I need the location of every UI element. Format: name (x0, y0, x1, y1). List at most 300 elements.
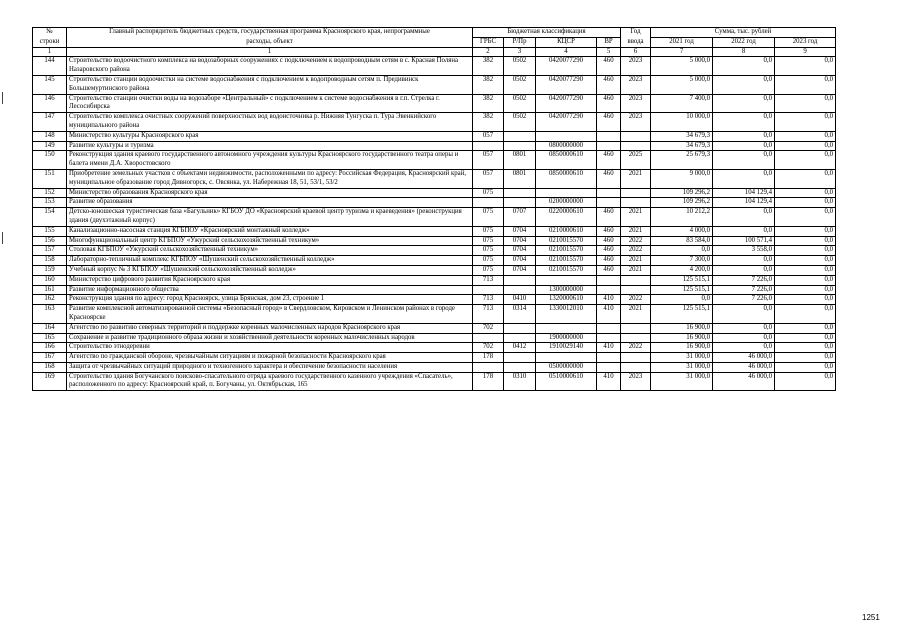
sum-2022: 46 000,0 (713, 372, 775, 391)
table-row (33, 208, 836, 227)
grbs-code: 702 (473, 343, 504, 353)
table-row (33, 305, 836, 324)
object-name: Развитие образования (67, 198, 473, 208)
sum-2021: 34 679,3 (651, 141, 713, 151)
sum-2022: 104 129,4 (713, 188, 775, 198)
sum-2023: 0,0 (775, 188, 836, 198)
sum-2023: 0,0 (775, 131, 836, 141)
object-name: Столовая КГБПОУ «Ужурский сельскохозяйственный техникум» (67, 246, 473, 256)
commission-year: 2021 (621, 305, 651, 324)
sum-2021: 9 000,0 (651, 169, 713, 188)
margin-mark (2, 232, 3, 244)
header-row-1 (33, 28, 836, 38)
kcsr-code: 0420077290 (536, 75, 597, 94)
rpr-code (504, 333, 536, 343)
sum-2021: 5 000,0 (651, 57, 713, 76)
sum-2022: 0,0 (713, 343, 775, 353)
commission-year (621, 323, 651, 333)
sum-2021: 16 900,0 (651, 323, 713, 333)
object-name: Строительство этнодеревни (67, 343, 473, 353)
object-name: Развитие культуры и туризма (67, 141, 473, 151)
sum-2023: 0,0 (775, 151, 836, 170)
row-number: 150 (33, 151, 67, 170)
vr-code: 460 (597, 208, 621, 227)
table-row (33, 372, 836, 391)
table-row (33, 94, 836, 113)
rpr-code (504, 198, 536, 208)
row-number: 156 (33, 236, 67, 246)
object-name: Агентство по развитию северных территорий и поддержке коренных малочисленных народов Красноярского края (67, 323, 473, 333)
commission-year (621, 275, 651, 285)
rpr-code: 0314 (504, 305, 536, 324)
vr-code: 460 (597, 113, 621, 132)
sum-2021: 31 000,0 (651, 353, 713, 363)
sum-2023: 0,0 (775, 94, 836, 113)
row-number: 154 (33, 208, 67, 227)
rpr-code: 0502 (504, 57, 536, 76)
object-name: Строительство здания Богучанского поисково-спасательного отряда краевого государственного казенного учреждения «Спасатель», расположенного по адресу: Красноярский край, п. Богучаны, ул. Октябрьская, 165 (67, 372, 473, 391)
header-sum: Сумма, тыс. рублей (651, 28, 836, 38)
table-row (33, 295, 836, 305)
rpr-code: 0502 (504, 75, 536, 94)
sum-2021: 10 212,2 (651, 208, 713, 227)
sum-2021: 0,0 (651, 246, 713, 256)
kcsr-code: 1330012010 (536, 305, 597, 324)
row-number: 168 (33, 362, 67, 372)
table-row (33, 198, 836, 208)
column-number: 9 (775, 47, 836, 57)
kcsr-code: 1910029140 (536, 343, 597, 353)
kcsr-code: 0420077290 (536, 113, 597, 132)
kcsr-code (536, 275, 597, 285)
vr-code (597, 131, 621, 141)
vr-code: 460 (597, 236, 621, 246)
object-name: Канализационно-насосная станция КГБПОУ «Красноярский монтажный колледж» (67, 226, 473, 236)
sum-2023: 0,0 (775, 113, 836, 132)
sum-2022: 0,0 (713, 131, 775, 141)
commission-year: 2021 (621, 226, 651, 236)
object-name: Агентство по гражданской обороне, чрезвычайным ситуациям и пожарной безопасности Красноярского края (67, 353, 473, 363)
header-2023: 2023 год (775, 37, 836, 47)
commission-year (621, 285, 651, 295)
object-name: Строительство станции водоочистки на системе водоснабжения с подключением к водопроводным сетям п. Предивинск Большемуртинского района (67, 75, 473, 94)
sum-2023: 0,0 (775, 372, 836, 391)
commission-year: 2023 (621, 94, 651, 113)
row-number: 161 (33, 285, 67, 295)
grbs-code (473, 285, 504, 295)
column-number: 4 (536, 47, 597, 57)
column-number: 7 (651, 47, 713, 57)
object-name: Министерство культуры Красноярского края (67, 131, 473, 141)
kcsr-code (536, 323, 597, 333)
commission-year (621, 362, 651, 372)
object-name: Министерство цифрового развития Красноярского края (67, 275, 473, 285)
row-number: 165 (33, 333, 67, 343)
table-row (33, 57, 836, 76)
row-number: 144 (33, 57, 67, 76)
header-year-sub: ввода (621, 37, 651, 47)
sum-2023: 0,0 (775, 333, 836, 343)
column-number: 1 (67, 47, 473, 57)
sum-2021: 4 200,0 (651, 265, 713, 275)
vr-code: 460 (597, 57, 621, 76)
rpr-code: 0704 (504, 256, 536, 266)
header-year: Год (621, 28, 651, 38)
sum-2022: 104 129,4 (713, 198, 775, 208)
sum-2022: 0,0 (713, 305, 775, 324)
sum-2021: 25 679,3 (651, 151, 713, 170)
object-name: Реконструкция здания краевого государственного автономного учреждения культуры Красноярского государственного театра оперы и балета имени Д.А. Хворостовского (67, 151, 473, 170)
rpr-code: 0412 (504, 343, 536, 353)
sum-2022: 0,0 (713, 57, 775, 76)
rpr-code: 0707 (504, 208, 536, 227)
header-rpr: Р/Пр (504, 37, 536, 47)
commission-year: 2021 (621, 169, 651, 188)
table-row (33, 75, 836, 94)
row-number: 151 (33, 169, 67, 188)
column-number: 1 (33, 47, 67, 57)
sum-2021: 34 679,3 (651, 131, 713, 141)
rpr-code (504, 362, 536, 372)
table-row (33, 343, 836, 353)
table-row (33, 285, 836, 295)
kcsr-code: 1300000000 (536, 285, 597, 295)
object-name: Детско-юношеская туристическая база «Багульник» КГБОУ ДО «Красноярский краевой центр туризма и краеведения» (реконструкция здания (двухэтажный корпус) (67, 208, 473, 227)
commission-year: 2025 (621, 151, 651, 170)
sum-2023: 0,0 (775, 353, 836, 363)
vr-code (597, 362, 621, 372)
table-row (33, 275, 836, 285)
grbs-code: 075 (473, 246, 504, 256)
sum-2021: 7 400,0 (651, 94, 713, 113)
row-number: 162 (33, 295, 67, 305)
commission-year: 2023 (621, 113, 651, 132)
vr-code: 410 (597, 295, 621, 305)
commission-year: 2022 (621, 343, 651, 353)
grbs-code: 057 (473, 169, 504, 188)
sum-2021: 125 515,1 (651, 275, 713, 285)
sum-2022: 7 226,0 (713, 295, 775, 305)
header-classification: Бюджетная классификация (473, 28, 621, 38)
column-number-row (33, 47, 836, 57)
row-number: 145 (33, 75, 67, 94)
kcsr-code: 0210015570 (536, 246, 597, 256)
rpr-code: 0801 (504, 151, 536, 170)
object-name: Защита от чрезвычайных ситуаций природного и техногенного характера и обеспечение безопасности населения (67, 362, 473, 372)
rpr-code: 0410 (504, 295, 536, 305)
sum-2021: 5 000,0 (651, 75, 713, 94)
column-number: 6 (621, 47, 651, 57)
grbs-code: 382 (473, 94, 504, 113)
commission-year: 2021 (621, 208, 651, 227)
vr-code (597, 285, 621, 295)
kcsr-code: 0850000610 (536, 169, 597, 188)
header-row-2 (33, 37, 836, 47)
column-number: 8 (713, 47, 775, 57)
grbs-code: 075 (473, 208, 504, 227)
grbs-code (473, 362, 504, 372)
object-name: Реконструкция здания по адресу: город Красноярск, улица Брянская, дом 23, строение 1 (67, 295, 473, 305)
sum-2023: 0,0 (775, 57, 836, 76)
commission-year: 2023 (621, 57, 651, 76)
object-name: Министерство образования Красноярского края (67, 188, 473, 198)
sum-2022: 0,0 (713, 256, 775, 266)
sum-2023: 0,0 (775, 141, 836, 151)
table-row (33, 141, 836, 151)
commission-year: 2022 (621, 236, 651, 246)
sum-2021: 31 000,0 (651, 372, 713, 391)
rpr-code (504, 323, 536, 333)
commission-year (621, 198, 651, 208)
table-row (33, 256, 836, 266)
row-number: 157 (33, 246, 67, 256)
sum-2023: 0,0 (775, 362, 836, 372)
sum-2023: 0,0 (775, 275, 836, 285)
row-number: 146 (33, 94, 67, 113)
kcsr-code (536, 131, 597, 141)
vr-code (597, 275, 621, 285)
rpr-code: 0704 (504, 226, 536, 236)
sum-2022: 100 571,4 (713, 236, 775, 246)
commission-year: 2022 (621, 246, 651, 256)
header-num: № (33, 28, 67, 38)
object-name: Лабораторно-тепличный комплекс КГБПОУ «Шушенский сельскохозяйственный колледж» (67, 256, 473, 266)
rpr-code (504, 131, 536, 141)
rpr-code: 0801 (504, 169, 536, 188)
row-number: 153 (33, 198, 67, 208)
rpr-code (504, 285, 536, 295)
header-2021: 2021 год (651, 37, 713, 47)
sum-2023: 0,0 (775, 295, 836, 305)
row-number: 147 (33, 113, 67, 132)
grbs-code (473, 198, 504, 208)
grbs-code: 075 (473, 188, 504, 198)
header-name: Главный распорядитель бюджетных средств, государственная программа Красноярского края, непрограммные (67, 28, 473, 38)
table-row (33, 333, 836, 343)
commission-year (621, 333, 651, 343)
row-number: 148 (33, 131, 67, 141)
kcsr-code: 0210015570 (536, 236, 597, 246)
kcsr-code: 1320000610 (536, 295, 597, 305)
column-number: 3 (504, 47, 536, 57)
sum-2022: 0,0 (713, 208, 775, 227)
row-number: 167 (33, 353, 67, 363)
kcsr-code: 0210015570 (536, 256, 597, 266)
sum-2023: 0,0 (775, 169, 836, 188)
commission-year (621, 131, 651, 141)
sum-2022: 7 226,0 (713, 285, 775, 295)
table-row (33, 236, 836, 246)
kcsr-code: 0220000610 (536, 208, 597, 227)
kcsr-code: 0850000610 (536, 151, 597, 170)
sum-2022: 0,0 (713, 113, 775, 132)
row-number: 160 (33, 275, 67, 285)
rpr-code: 0502 (504, 94, 536, 113)
vr-code: 460 (597, 246, 621, 256)
vr-code (597, 323, 621, 333)
sum-2021: 16 900,0 (651, 343, 713, 353)
table-row (33, 362, 836, 372)
grbs-code: 702 (473, 323, 504, 333)
sum-2022: 0,0 (713, 226, 775, 236)
sum-2021: 10 000,0 (651, 113, 713, 132)
page-number: 1251 (862, 613, 880, 622)
commission-year: 2023 (621, 75, 651, 94)
vr-code: 460 (597, 94, 621, 113)
sum-2023: 0,0 (775, 246, 836, 256)
commission-year (621, 188, 651, 198)
grbs-code (473, 141, 504, 151)
grbs-code: 075 (473, 226, 504, 236)
kcsr-code (536, 353, 597, 363)
table-row (33, 353, 836, 363)
sum-2021: 0,0 (651, 295, 713, 305)
rpr-code: 0704 (504, 265, 536, 275)
row-number: 149 (33, 141, 67, 151)
rpr-code (504, 275, 536, 285)
object-name: Учебный корпус № 3 КГБПОУ «Шушенский сельскохозяйственный колледж» (67, 265, 473, 275)
sum-2021: 16 900,0 (651, 333, 713, 343)
sum-2022: 7 226,0 (713, 275, 775, 285)
kcsr-code: 0800000000 (536, 141, 597, 151)
object-name: Строительство станции очистки воды на водозаборе «Центральный» с подключением к системе водоснабжения в г.п. Стрелка г. Лесосибирска (67, 94, 473, 113)
vr-code: 410 (597, 372, 621, 391)
table-row (33, 188, 836, 198)
grbs-code: 382 (473, 113, 504, 132)
sum-2022: 0,0 (713, 141, 775, 151)
sum-2023: 0,0 (775, 198, 836, 208)
grbs-code: 178 (473, 372, 504, 391)
object-name: Развитие комплексной автоматизированной системы «Безопасный город» в Свердловском, Кировском и Ленинском районах в городе Красноярске (67, 305, 473, 324)
row-number: 169 (33, 372, 67, 391)
budget-table (32, 27, 836, 391)
row-number: 164 (33, 323, 67, 333)
margin-mark (2, 92, 3, 104)
table-row (33, 226, 836, 236)
kcsr-code: 0420077290 (536, 57, 597, 76)
table-row (33, 151, 836, 170)
sum-2021: 83 584,0 (651, 236, 713, 246)
vr-code: 460 (597, 226, 621, 236)
rpr-code (504, 141, 536, 151)
sum-2023: 0,0 (775, 236, 836, 246)
table-row (33, 131, 836, 141)
table-row (33, 323, 836, 333)
vr-code: 460 (597, 75, 621, 94)
vr-code (597, 141, 621, 151)
sum-2023: 0,0 (775, 208, 836, 227)
grbs-code: 713 (473, 305, 504, 324)
grbs-code (473, 333, 504, 343)
column-number: 5 (597, 47, 621, 57)
sum-2022: 0,0 (713, 323, 775, 333)
commission-year: 2022 (621, 295, 651, 305)
rpr-code (504, 188, 536, 198)
vr-code: 460 (597, 169, 621, 188)
column-number: 2 (473, 47, 504, 57)
sum-2023: 0,0 (775, 75, 836, 94)
vr-code (597, 333, 621, 343)
sum-2021: 109 296,2 (651, 188, 713, 198)
kcsr-code: 0210000610 (536, 226, 597, 236)
commission-year: 2023 (621, 372, 651, 391)
grbs-code: 713 (473, 275, 504, 285)
vr-code: 460 (597, 256, 621, 266)
kcsr-code: 0210015570 (536, 265, 597, 275)
commission-year (621, 141, 651, 151)
row-number: 166 (33, 343, 67, 353)
table-row (33, 169, 836, 188)
commission-year: 2021 (621, 265, 651, 275)
row-number: 158 (33, 256, 67, 266)
row-number: 159 (33, 265, 67, 275)
sum-2021: 125 515,1 (651, 305, 713, 324)
grbs-code: 057 (473, 131, 504, 141)
table-body (33, 57, 836, 391)
sum-2021: 7 300,0 (651, 256, 713, 266)
object-name: Многофункциональный центр КГБПОУ «Ужурский сельскохозяйственный техникум» (67, 236, 473, 246)
kcsr-code: 1900000000 (536, 333, 597, 343)
grbs-code: 178 (473, 353, 504, 363)
vr-code (597, 353, 621, 363)
header-num-sub: строки (33, 37, 67, 47)
header-grbs: ГРБС (473, 37, 504, 47)
sum-2023: 0,0 (775, 256, 836, 266)
object-name: Строительство комплекса очистных сооружений поверхностных вод водоисточника р. Нижняя Тунгуска п. Тура Эвенкийского муниципального района (67, 113, 473, 132)
rpr-code: 0502 (504, 113, 536, 132)
grbs-code: 382 (473, 75, 504, 94)
sum-2023: 0,0 (775, 343, 836, 353)
row-number: 152 (33, 188, 67, 198)
header-2022: 2022 год (713, 37, 775, 47)
grbs-code: 057 (473, 151, 504, 170)
sum-2023: 0,0 (775, 285, 836, 295)
commission-year: 2021 (621, 256, 651, 266)
sum-2023: 0,0 (775, 265, 836, 275)
grbs-code: 075 (473, 256, 504, 266)
sum-2022: 0,0 (713, 94, 775, 113)
sum-2022: 46 000,0 (713, 362, 775, 372)
vr-code (597, 198, 621, 208)
grbs-code: 713 (473, 295, 504, 305)
kcsr-code: 0500000000 (536, 362, 597, 372)
sum-2022: 0,0 (713, 75, 775, 94)
rpr-code: 0704 (504, 236, 536, 246)
commission-year (621, 353, 651, 363)
header-vr: ВР (597, 37, 621, 47)
sum-2022: 3 558,0 (713, 246, 775, 256)
sum-2023: 0,0 (775, 305, 836, 324)
row-number: 155 (33, 226, 67, 236)
sum-2022: 46 000,0 (713, 353, 775, 363)
vr-code: 460 (597, 151, 621, 170)
kcsr-code: 0420077290 (536, 94, 597, 113)
object-name: Сохранение и развитие традиционного образа жизни и хозяйственной деятельности коренных малочисленных народов (67, 333, 473, 343)
table-row (33, 113, 836, 132)
sum-2023: 0,0 (775, 226, 836, 236)
header-name-sub: расходы, объект (67, 37, 473, 47)
vr-code (597, 188, 621, 198)
vr-code: 410 (597, 305, 621, 324)
rpr-code (504, 353, 536, 363)
vr-code: 410 (597, 343, 621, 353)
table-row (33, 246, 836, 256)
object-name: Развитие информационного общества (67, 285, 473, 295)
object-name: Приобретение земельных участков с объектами недвижимости, расположенными по адресу: Российская Федерация, Красноярский край, муниципальное образование город Дивногорск, с. Овсянка, ул. Набережная 18, 51, 53/1, 53/2 (67, 169, 473, 188)
table-row (33, 265, 836, 275)
rpr-code: 0310 (504, 372, 536, 391)
sum-2022: 0,0 (713, 265, 775, 275)
